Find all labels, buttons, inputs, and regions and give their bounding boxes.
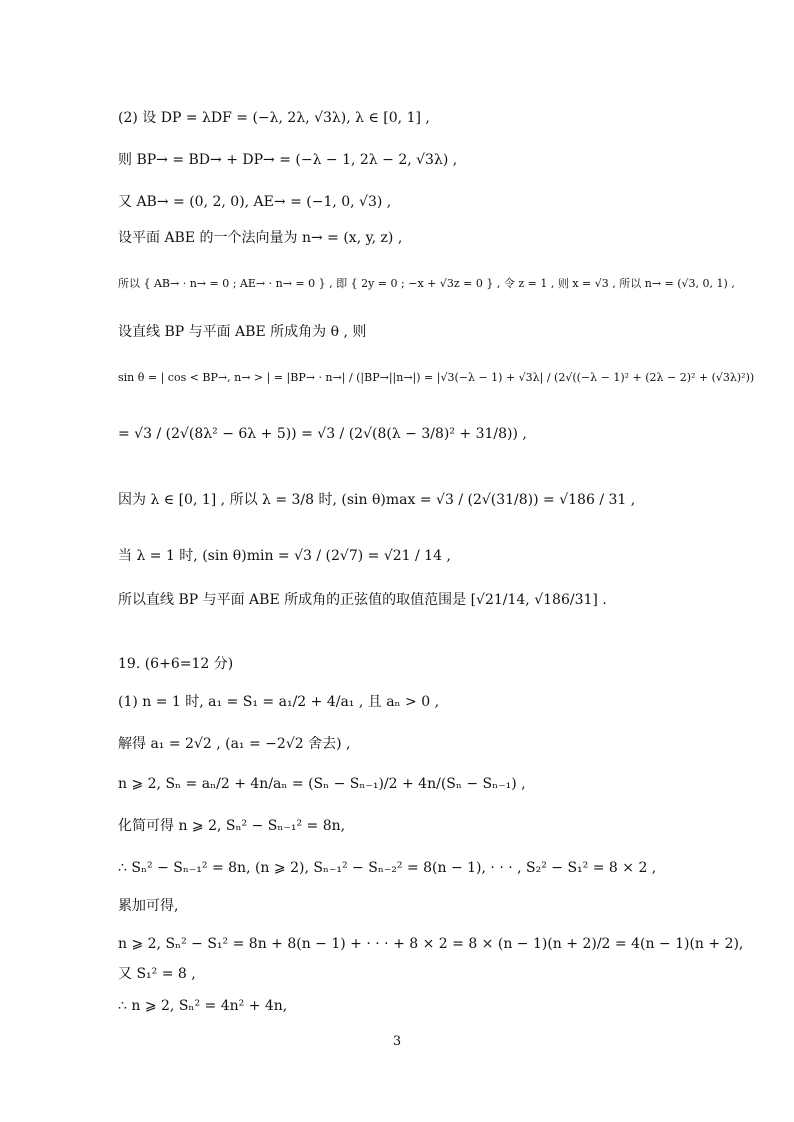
text-line: = √3 / (2√(8λ² − 6λ + 5)) = √3 / (2√(8(λ − 3/8)² + 31/8)) , bbox=[118, 426, 527, 442]
text-line: 设直线 BP 与平面 ABE 所成角为 θ , 则 bbox=[118, 324, 367, 340]
text-line: ∴ n ⩾ 2, Sₙ² = 4n² + 4n, bbox=[118, 998, 288, 1014]
text-line: 设平面 ABE 的一个法向量为 n→ = (x, y, z) , bbox=[118, 230, 403, 246]
text-line: 所以直线 BP 与平面 ABE 所成角的正弦值的取值范围是 [√21/14, √186/31] . bbox=[118, 592, 607, 608]
text-line: 当 λ = 1 时, (sin θ)min = √3 / (2√7) = √21 / 14 , bbox=[118, 548, 451, 564]
text-line: (1) n = 1 时, a₁ = S₁ = a₁/2 + 4/a₁ , 且 aₙ > 0 , bbox=[118, 694, 440, 710]
text-line: 则 BP→ = BD→ + DP→ = (−λ − 1, 2λ − 2, √3λ) , bbox=[118, 152, 458, 168]
text-line: 解得 a₁ = 2√2 , (a₁ = −2√2 舍去) , bbox=[118, 736, 351, 752]
text-line: n ⩾ 2, Sₙ² − S₁² = 8n + 8(n − 1) + · · · + 8 × 2 = 8 × (n − 1)(n + 2)/2 = 4(n − 1)(n + 2), bbox=[118, 936, 744, 952]
text-line: 化简可得 n ⩾ 2, Sₙ² − Sₙ₋₁² = 8n, bbox=[118, 818, 346, 834]
text-line: (2) 设 DP = λDF = (−λ, 2λ, √3λ), λ ∈ [0, 1] , bbox=[118, 110, 430, 126]
section-heading: 19. (6+6=12 分) bbox=[118, 656, 234, 672]
text-line: 又 S₁² = 8 , bbox=[118, 966, 196, 982]
page-number: 3 bbox=[392, 1034, 402, 1049]
text-line: sin θ = | cos < BP→, n→ > | = |BP→ · n→| / (|BP→||n→|) = |√3(−λ − 1) + √3λ| / (2√((−λ − 1)² + (2λ − 2)² + (√3λ)²)) bbox=[118, 371, 755, 384]
text-line: 所以 { AB→ · n→ = 0 ; AE→ · n→ = 0 } , 即 { 2y = 0 ; −x + √3z = 0 } , 令 z = 1 , 则 x = √3 , 所以 n→ = (√3, 0, 1) , bbox=[118, 277, 735, 290]
text-line: ∴ Sₙ² − Sₙ₋₁² = 8n, (n ⩾ 2), Sₙ₋₁² − Sₙ₋₂² = 8(n − 1), · · · , S₂² − S₁² = 8 × 2 , bbox=[118, 860, 657, 876]
text-line: 累加可得, bbox=[118, 898, 179, 914]
text-line: 又 AB→ = (0, 2, 0), AE→ = (−1, 0, √3) , bbox=[118, 194, 392, 210]
text-line: 因为 λ ∈ [0, 1] , 所以 λ = 3/8 时, (sin θ)max = √3 / (2√(31/8)) = √186 / 31 , bbox=[118, 492, 636, 508]
text-line: n ⩾ 2, Sₙ = aₙ/2 + 4n/aₙ = (Sₙ − Sₙ₋₁)/2 + 4n/(Sₙ − Sₙ₋₁) , bbox=[118, 776, 526, 792]
